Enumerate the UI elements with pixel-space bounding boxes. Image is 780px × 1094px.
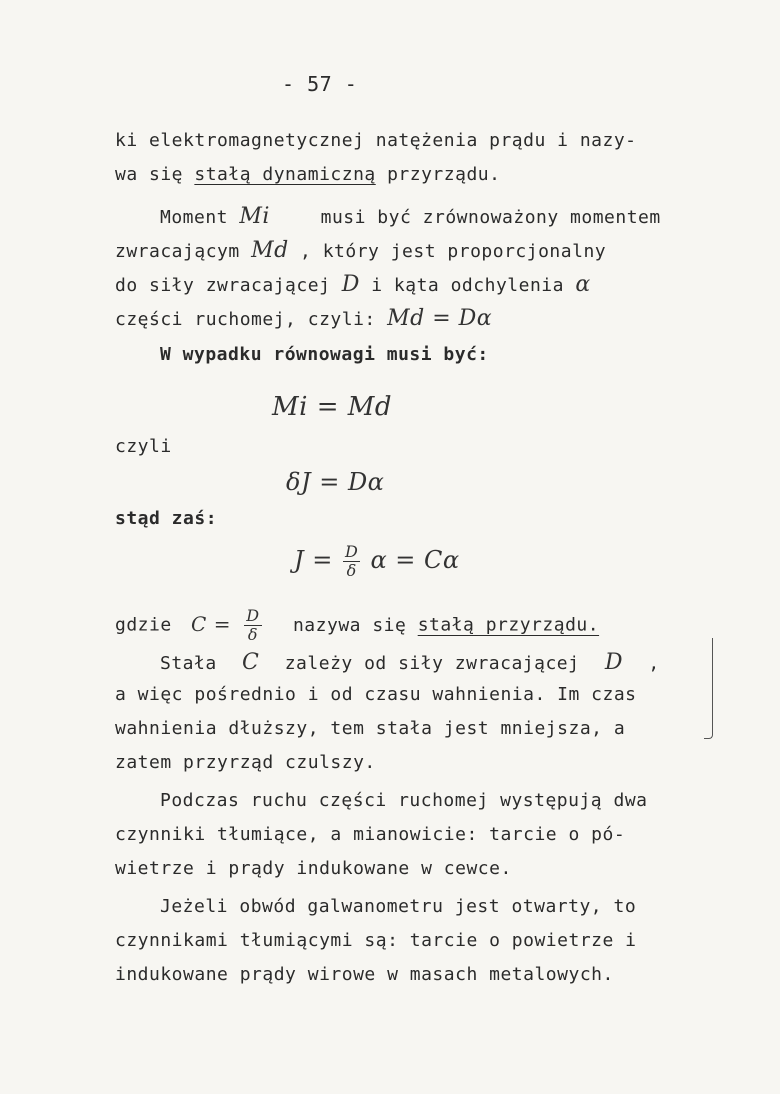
paragraph-4-line-4: zatem przyrząd czulszy.	[115, 752, 376, 773]
symbol-d: D	[341, 272, 360, 297]
paragraph-3-line-1: W wypadku równowagi musi być:	[160, 344, 489, 365]
equation-j-rhs: α = Cα	[370, 546, 460, 574]
term-stala-dynamiczna: stałą dynamiczną	[194, 164, 376, 185]
paragraph-6-line-1: Jeżeli obwód galwanometru jest otwarty, to	[160, 896, 637, 917]
paragraph-2-line-4	[115, 306, 492, 331]
equation-md-equals-d-alpha: Md = Dα	[387, 306, 493, 331]
symbol-md: Md	[251, 238, 289, 263]
paragraph-4-line-1	[160, 650, 660, 675]
fraction-numerator: D	[246, 606, 260, 625]
paragraph-2-line-3	[115, 272, 591, 297]
paragraph-1-line-2	[115, 164, 500, 185]
paragraph-1-line-1: ki elektromagnetycznej natężenia prądu i nazy-	[115, 130, 637, 151]
paragraph-4-line-2: a więc pośrednio i od czasu wahnienia. Im czas	[115, 684, 637, 705]
text-segment: , który jest proporcjonalny	[300, 241, 607, 262]
word-czyli: czyli	[115, 436, 172, 457]
equation-delta-j: δJ = Dα	[286, 468, 385, 496]
symbol-d: D	[604, 650, 623, 675]
fraction-denominator: δ	[346, 561, 357, 580]
c-definition-lhs: C =	[191, 611, 231, 636]
word-gdzie: gdzie	[115, 614, 172, 636]
page-number: - 57 -	[282, 72, 358, 96]
text-segment: i kąta odchylenia	[371, 275, 564, 296]
text-segment: wa się	[115, 164, 195, 185]
fraction-denominator: δ	[247, 625, 259, 644]
term-stala-przyrzadu: stałą przyrządu.	[417, 614, 600, 636]
text-segment: nazywa się	[292, 614, 407, 636]
fraction-numerator: D	[345, 542, 359, 561]
paragraph-2-line-2	[115, 238, 606, 263]
symbol-c: C	[242, 650, 260, 675]
paragraph-2-line-1	[160, 204, 661, 229]
text-segment: części ruchomej, czyli:	[115, 309, 376, 330]
equation-j-lhs: J =	[294, 546, 333, 574]
fraction-d-over-delta	[343, 544, 360, 579]
text-segment: przyrządu.	[375, 164, 501, 185]
paragraph-6-line-2: czynnikami tłumiącymi są: tarcie o powietrze i	[115, 930, 637, 951]
symbol-alpha: α	[575, 272, 591, 297]
text-segment: ,	[648, 653, 660, 674]
equation-j	[294, 544, 460, 579]
paragraph-5-line-2: czynniki tłumiące, a mianowicie: tarcie o pó-	[115, 824, 626, 845]
gdzie-line	[115, 608, 599, 643]
word-stad-zas: stąd zaś:	[115, 508, 218, 529]
equation-equilibrium: Mi = Md	[272, 392, 393, 422]
fraction-c-definition	[244, 608, 261, 643]
text-segment: Moment	[160, 207, 229, 228]
paragraph-6-line-3: indukowane prądy wirowe w masach metalowych.	[115, 964, 614, 985]
text-segment: do siły zwracającej	[115, 275, 331, 296]
text-segment: Stała	[160, 653, 217, 674]
paragraph-5-line-3: wietrze i prądy indukowane w cewce.	[115, 858, 512, 879]
paragraph-4-line-3: wahnienia dłuższy, tem stała jest mniejsza, a	[115, 718, 626, 739]
symbol-mi: Mi	[239, 204, 270, 229]
margin-bracket-mark	[704, 638, 713, 739]
paragraph-5-line-1: Podczas ruchu części ruchomej występują dwa	[160, 790, 648, 811]
text-segment: zależy od siły zwracającej	[284, 653, 580, 674]
text-segment: musi być zrównoważony momentem	[320, 207, 661, 228]
text-segment: zwracającym	[115, 241, 240, 262]
